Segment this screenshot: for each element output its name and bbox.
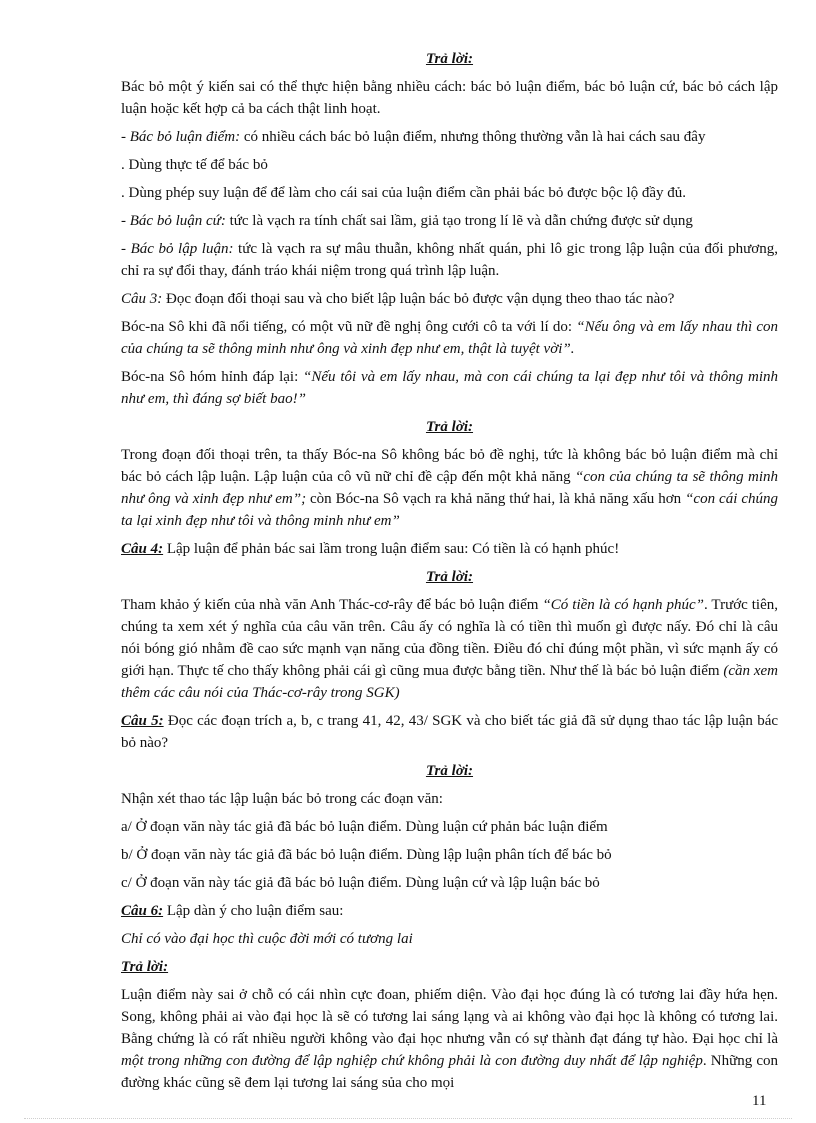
quote: “con của chúng ta sẽ thông minh như ông và xinh đẹp như em”;	[121, 469, 779, 507]
paragraph	[121, 210, 778, 232]
answer-heading: Trả lời:	[425, 419, 474, 435]
text: Trong đoạn đối thoại trên, ta thấy Bóc-na Sô không bác bỏ đề nghị, tức là không bác bỏ luận điểm mà chỉ bác bỏ cách lập luận. Lập luận của cô vũ nữ chỉ đề cập đến một khả năng	[121, 447, 778, 485]
text: còn Bóc-na Sô vạch ra khả năng thứ hai, là khả năng xấu hơn	[306, 491, 686, 507]
paragraph	[121, 316, 778, 360]
list-item: c/ Ở đoạn văn này tác giả đã bác bỏ luận điểm. Dùng luận cứ và lập luận bác bỏ	[121, 875, 600, 891]
question-5	[121, 710, 778, 754]
paragraph	[121, 594, 778, 704]
paragraph	[121, 238, 778, 282]
quote: “con cái chúng ta lại xinh đẹp như tôi và thông minh như em”	[121, 491, 778, 529]
paragraph: Bác bỏ một ý kiến sai có thể thực hiện bằng nhiều cách: bác bỏ luận điểm, bác bỏ luận cứ, bác bỏ cách lập luận hoặc kết hợp cả ba cách thật linh hoạt.	[121, 79, 778, 117]
paragraph	[121, 444, 778, 532]
paragraph	[121, 126, 778, 148]
quote: “Nếu ông và em lấy nhau thì con của chúng ta sẽ thông minh như ông và xinh đẹp như em, thật là tuyệt vời”.	[121, 319, 778, 357]
text: . Trước tiên, chúng ta xem xét ý nghĩa của câu văn trên. Câu ấy có nghĩa là có tiền thì muốn gì được nấy. Đó chỉ là câu nói bóng gió nhằm đề cao sức mạnh vạn năng của đồng tiền. Điều đó chỉ đúng một phần, vì sức mạnh ấy có giới hạn. Thực tế cho thấy không phải cái gì cũng mua được bằng tiền. Như thế là bác bỏ luận điểm	[121, 597, 778, 679]
question-text: Lập luận để phản bác sai lầm trong luận điểm sau: Có tiền là có hạnh phúc!	[163, 541, 620, 557]
question-4	[121, 538, 778, 560]
answer-heading: Trả lời:	[425, 763, 474, 779]
paragraph	[121, 984, 778, 1094]
answer-heading: Trả lời:	[425, 51, 474, 67]
question-3	[121, 288, 778, 310]
paragraph: . Dùng phép suy luận để để làm cho cái sai của luận điểm cần phải bác bỏ được bộc lộ đầy đủ.	[121, 185, 687, 201]
list-item: a/ Ở đoạn văn này tác giả đã bác bỏ luận điểm. Dùng luận cứ phản bác luận điểm	[121, 819, 608, 835]
note: (cần xem thêm các câu nói của Thác-cơ-rây trong SGK)	[121, 663, 778, 701]
emphasis: một trong những con đường để lập nghiệp chứ không phải là con đường duy nhất để lập nghiệp	[121, 1053, 703, 1069]
question-text: Đọc đoạn đối thoại sau và cho biết lập luận bác bỏ được vận dụng theo thao tác nào?	[162, 291, 675, 307]
answer-heading: Trả lời:	[121, 959, 169, 975]
list-item: b/ Ở đoạn văn này tác giả đã bác bỏ luận điểm. Dùng lập luận phân tích để bác bỏ	[121, 847, 612, 863]
quote: “Nếu tôi và em lấy nhau, mà con cái chúng ta lại đẹp như tôi và thông minh như em, thì đáng sợ biết bao!”	[121, 369, 778, 407]
term: - Bác bỏ luận cứ:	[121, 213, 226, 229]
paragraph	[121, 366, 778, 410]
text: có nhiều cách bác bỏ luận điểm, nhưng thông thường vẫn là hai cách sau đây	[240, 129, 706, 145]
text: Bóc-na Sô hóm hỉnh đáp lại:	[121, 369, 304, 385]
text: . Những con đường khác cũng sẽ đem lại tương lai sáng sủa cho mọi	[121, 1053, 778, 1091]
quote: “Có tiền là có hạnh phúc”	[542, 597, 704, 613]
paragraph: . Dùng thực tế để bác bỏ	[121, 157, 268, 173]
term: - Bác bỏ lập luận:	[121, 241, 234, 257]
question-label: Câu 4:	[121, 541, 164, 557]
question-label: Câu 3:	[121, 291, 163, 307]
question-label: Câu 6:	[121, 903, 164, 919]
thesis: Chỉ có vào đại học thì cuộc đời mới có tương lai	[121, 931, 413, 947]
question-text: Đọc các đoạn trích a, b, c trang 41, 42, 43/ SGK và cho biết tác giả đã sử dụng thao tác lập luận bác bỏ nào?	[121, 713, 779, 751]
text: tức là vạch ra sự mâu thuẫn, không nhất quán, phi lô gic trong lập luận của đối phương, chỉ ra sự đổi thay, đánh tráo khái niệm trong quá trình lập luận.	[121, 241, 778, 279]
text: Bóc-na Sô khi đã nổi tiếng, có một vũ nữ đề nghị ông cưới cô ta với lí do:	[121, 319, 577, 335]
question-6	[121, 900, 778, 922]
paragraph: Nhận xét thao tác lập luận bác bỏ trong các đoạn văn:	[121, 791, 443, 807]
text: Tham khảo ý kiến của nhà văn Anh Thác-cơ-rây để bác bỏ luận điểm	[121, 597, 543, 613]
term: - Bác bỏ luận điểm:	[121, 129, 241, 145]
text: Luận điểm này sai ở chỗ có cái nhìn cực đoan, phiếm diện. Vào đại học đúng là có tương lai đầy hứa hẹn. Song, không phải ai vào đại học là sẽ có tương lai sáng lạng và ai không vào đại học là không có tương lai. Bằng chứng là có rất nhiều người không vào đại học nhưng vẫn có sự thành đạt đáng tự hào. Đại học chỉ là	[121, 987, 778, 1047]
page-content	[121, 48, 778, 1100]
question-text: Lập dàn ý cho luận điểm sau:	[163, 903, 344, 919]
text: tức là vạch ra tính chất sai lầm, giả tạo trong lí lẽ và dẫn chứng được sử dụng	[225, 213, 693, 229]
page-number: 11	[752, 1093, 767, 1109]
page-bottom-rule	[24, 1118, 792, 1119]
question-label: Câu 5:	[121, 713, 164, 729]
answer-heading: Trả lời:	[425, 569, 474, 585]
